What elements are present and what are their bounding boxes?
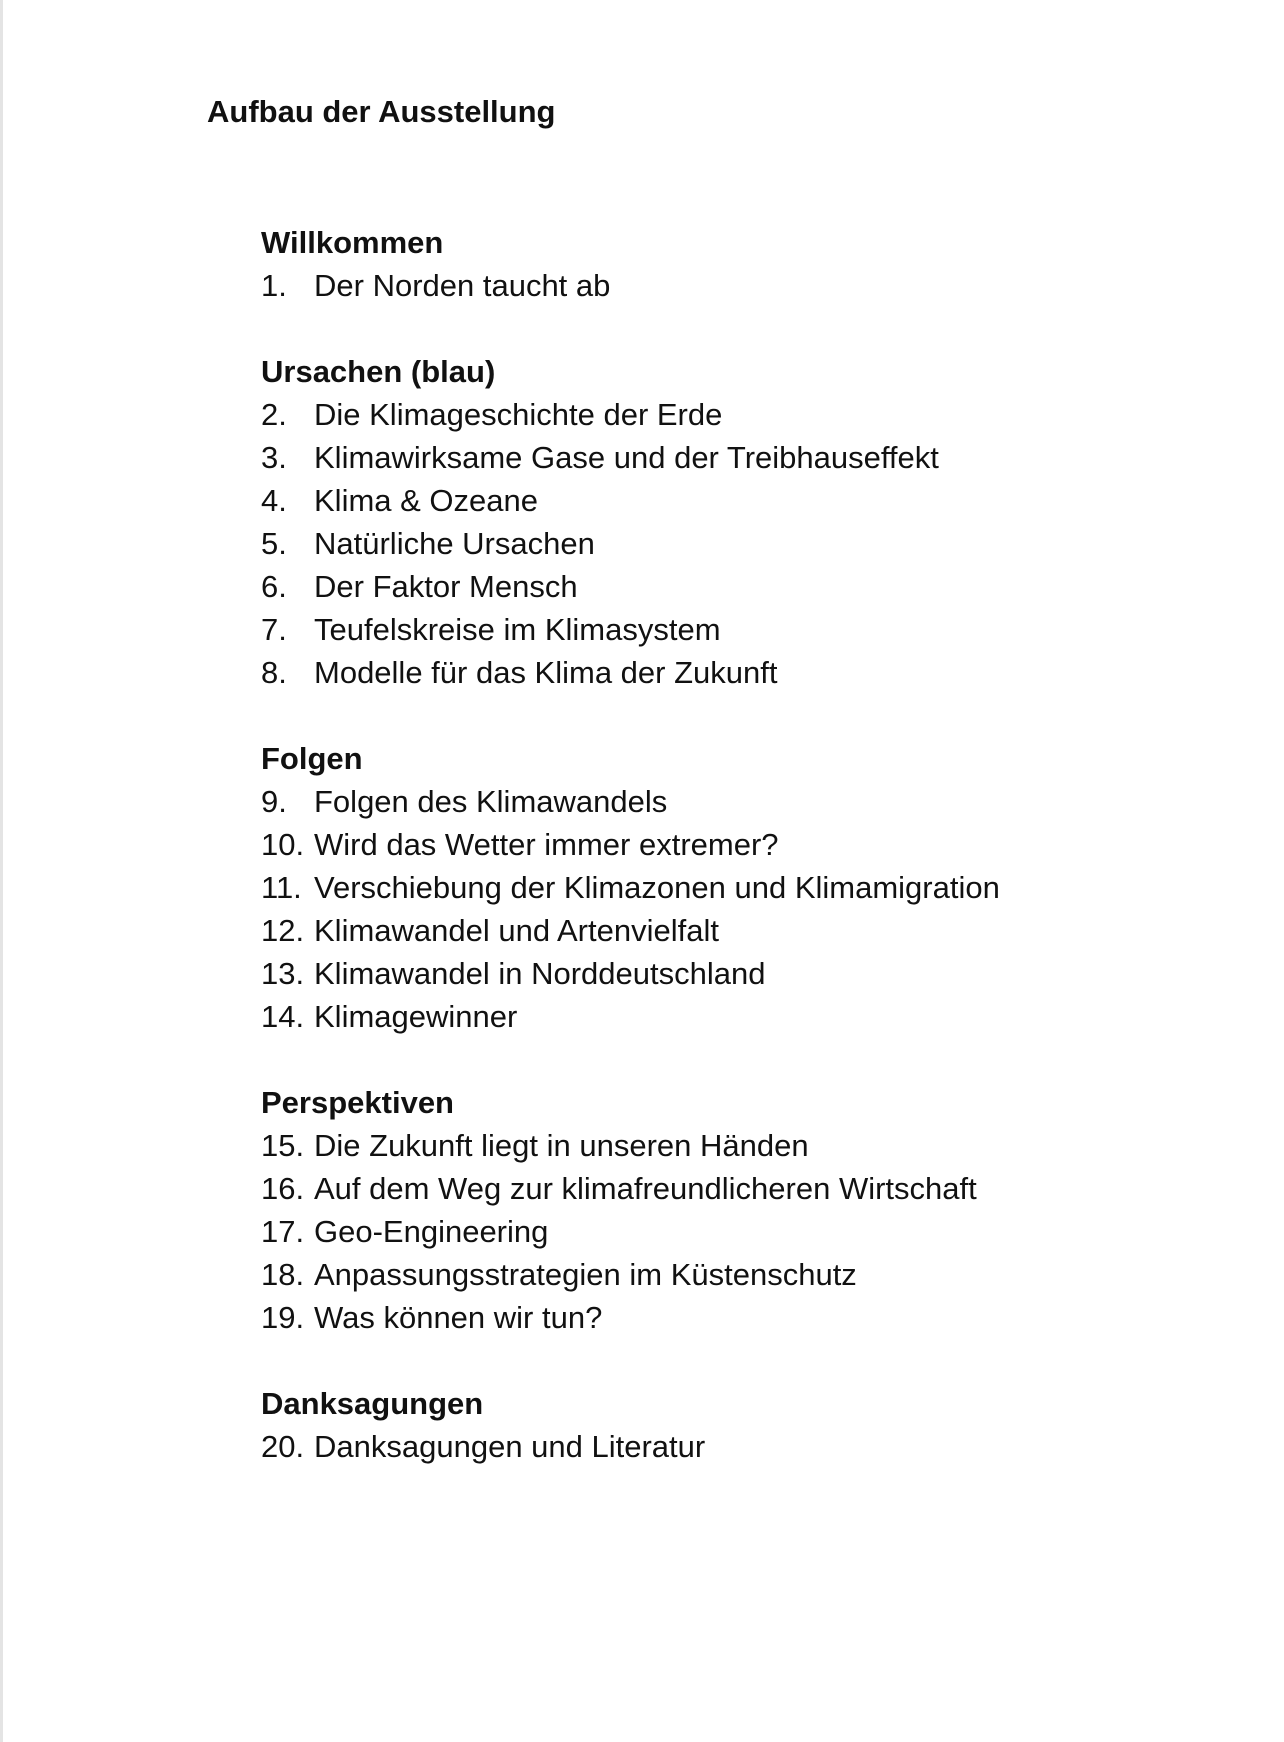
list-item <box>261 823 1241 866</box>
list-item-text: Verschiebung der Klimazonen und Klimamigration <box>314 870 1000 905</box>
list-item-text: Klimagewinner <box>314 999 518 1034</box>
outline-section <box>261 350 1241 694</box>
outline-section <box>261 221 1241 307</box>
list-item <box>261 651 1241 694</box>
list-item-number: 16. <box>261 1171 305 1206</box>
list-item-number: 8. <box>261 655 287 690</box>
list-item-text: Natürliche Ursachen <box>314 526 595 561</box>
list-item-text: Der Norden taucht ab <box>314 268 611 303</box>
list-item-number: 4. <box>261 483 287 518</box>
list-item-number: 17. <box>261 1214 305 1249</box>
list-item <box>261 608 1241 651</box>
list-item <box>261 866 1241 909</box>
list-item-number: 13. <box>261 956 305 991</box>
list-item-number: 2. <box>261 397 287 432</box>
list-item-text: Die Klimageschichte der Erde <box>314 397 723 432</box>
list-item-number: 7. <box>261 612 287 647</box>
section-heading: Perspektiven <box>261 1085 454 1120</box>
exhibition-outline <box>261 221 1241 1511</box>
list-item <box>261 995 1241 1038</box>
list-item-text: Klimawirksame Gase und der Treibhauseffekt <box>314 440 939 475</box>
list-item-text: Modelle für das Klima der Zukunft <box>314 655 778 690</box>
list-item-text: Was können wir tun? <box>314 1300 603 1335</box>
list-item <box>261 1124 1241 1167</box>
section-heading: Danksagungen <box>261 1386 484 1421</box>
section-heading: Willkommen <box>261 225 444 260</box>
list-item-number: 18. <box>261 1257 305 1292</box>
list-item-number: 11. <box>261 870 302 905</box>
outline-section <box>261 1081 1241 1339</box>
list-item <box>261 1296 1241 1339</box>
list-item-number: 3. <box>261 440 287 475</box>
list-item-text: Folgen des Klimawandels <box>314 784 668 819</box>
list-item-text: Der Faktor Mensch <box>314 569 578 604</box>
list-item <box>261 1210 1241 1253</box>
outline-section <box>261 1382 1241 1468</box>
list-item-text: Auf dem Weg zur klimafreundlicheren Wirtschaft <box>314 1171 977 1206</box>
list-item-number: 9. <box>261 784 287 819</box>
list-item <box>261 393 1241 436</box>
list-item <box>261 1425 1241 1468</box>
list-item <box>261 436 1241 479</box>
list-item-number: 20. <box>261 1429 305 1464</box>
list-item-text: Klimawandel und Artenvielfalt <box>314 913 719 948</box>
list-item-number: 19. <box>261 1300 305 1335</box>
list-item <box>261 952 1241 995</box>
list-item <box>261 1167 1241 1210</box>
list-item-text: Die Zukunft liegt in unseren Händen <box>314 1128 809 1163</box>
list-item-number: 15. <box>261 1128 305 1163</box>
section-heading: Folgen <box>261 741 363 776</box>
list-item <box>261 565 1241 608</box>
list-item-number: 6. <box>261 569 287 604</box>
outline-section <box>261 737 1241 1038</box>
list-item-number: 1. <box>261 268 287 303</box>
list-item-number: 12. <box>261 913 305 948</box>
list-item-text: Klimawandel in Norddeutschland <box>314 956 766 991</box>
list-item-number: 5. <box>261 526 287 561</box>
list-item-number: 10. <box>261 827 305 862</box>
list-item <box>261 264 1241 307</box>
document-title: Aufbau der Ausstellung <box>207 94 556 129</box>
list-item-text: Wird das Wetter immer extremer? <box>314 827 779 862</box>
list-item-text: Teufelskreise im Klimasystem <box>314 612 721 647</box>
list-item-number: 14. <box>261 999 305 1034</box>
list-item <box>261 1253 1241 1296</box>
list-item-text: Geo-Engineering <box>314 1214 549 1249</box>
list-item-text: Anpassungsstrategien im Küstenschutz <box>314 1257 857 1292</box>
list-item <box>261 522 1241 565</box>
list-item-text: Klima & Ozeane <box>314 483 538 518</box>
section-heading: Ursachen (blau) <box>261 354 496 389</box>
list-item <box>261 780 1241 823</box>
list-item <box>261 479 1241 522</box>
list-item-text: Danksagungen und Literatur <box>314 1429 706 1464</box>
list-item <box>261 909 1241 952</box>
